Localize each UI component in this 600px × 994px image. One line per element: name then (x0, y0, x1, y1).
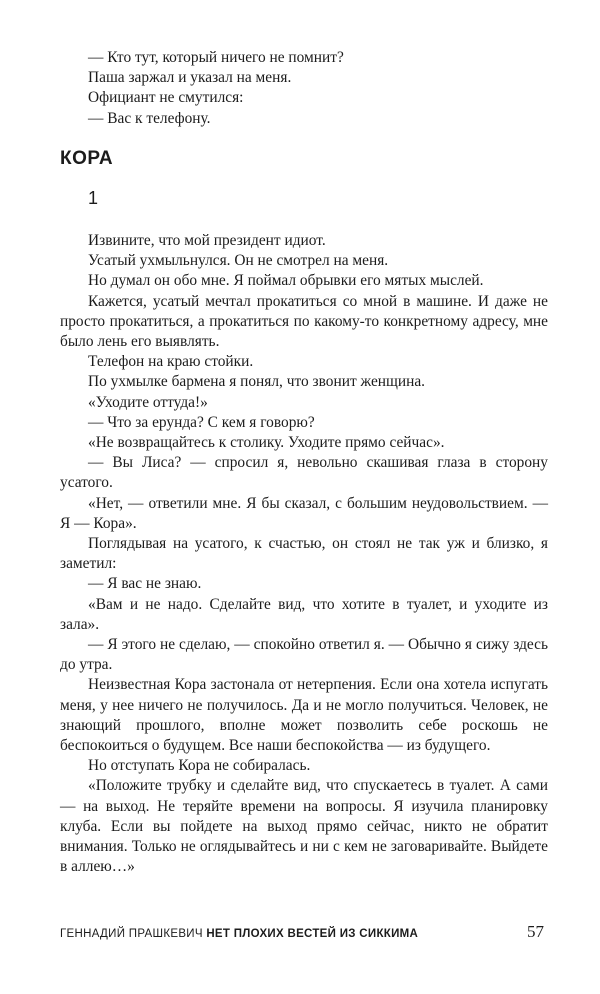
chapter-title: КОРА (60, 148, 114, 169)
paragraph: «Положите трубку и сделайте вид, что спускаетесь в туалет. А сами — на выход. Не теряйте времени на вопросы. Я изучила планировку клуба. Если вы пойдете на выход прямо сейчас, никто не обратит внимания. Только не оглядывайтесь и ни с кем не заговаривайте. Выйдете в аллею…» (60, 777, 548, 876)
footer-book-title: НЕТ ПЛОХИХ ВЕСТЕЙ ИЗ СИККИМА (206, 928, 419, 940)
paragraph: Кажется, усатый мечтал прокатиться со мной в машине. И даже не просто прокатиться, а прокатиться по какому-то конкретному адресу, мне было лень его выявлять. (60, 292, 548, 351)
paragraph: — Вы Лиса? — спросил я, невольно скашивая глаза в сторону усатого. (60, 454, 548, 492)
paragraph: «Не возвращайтесь к столику. Уходите прямо сейчас». (88, 434, 445, 452)
running-footer (60, 928, 418, 940)
paragraph: Извините, что мой президент идиот. (88, 232, 326, 249)
paragraph: «Уходите оттуда!» (88, 393, 208, 411)
page-number: 57 (527, 922, 544, 941)
paragraph: По ухмылке бармена я понял, что звонит женщина. (88, 373, 426, 391)
paragraph: Неизвестная Кора застонала от нетерпения. Если она хотела испугать меня, у нее ничего не получилось. Да и не могло получиться. Человек, не знающий прошлого, вполне может позволить себе роскошь не беспокоиться о будущем. Все наши беспокойства — из будущего. (60, 676, 548, 755)
paragraph: — Вас к телефону. (88, 109, 211, 127)
main-text-block (60, 231, 548, 878)
paragraph: Но отступать Кора не собиралась. (88, 757, 311, 775)
paragraph: — Я этого не сделаю, — спокойно ответил я. — Обычно я сижу здесь до утра. (60, 636, 548, 674)
page-footer (60, 922, 548, 946)
paragraph: Паша заржал и указал на меня. (88, 69, 292, 87)
paragraph: — Кто тут, который ничего не помнит? (88, 49, 344, 66)
paragraph: Поглядывая на усатого, к счастью, он стоял не так уж и близко, я заметил: (60, 535, 548, 573)
paragraph: «Нет, — ответили мне. Я бы сказал, с большим неудовольствием. — Я — Кора». (60, 494, 548, 532)
paragraph: «Вам и не надо. Сделайте вид, что хотите в туалет, и уходите из зала». (60, 595, 548, 633)
paragraph: — Я вас не знаю. (88, 575, 202, 593)
paragraph: — Что за ерунда? С кем я говорю? (88, 413, 315, 431)
footer-author: ГЕННАДИЙ ПРАШКЕВИЧ (60, 928, 203, 940)
section-number: 1 (88, 188, 99, 208)
top-text-block (60, 48, 548, 129)
paragraph: Официант не смутился: (88, 89, 244, 107)
paragraph: Но думал он обо мне. Я поймал обрывки его мятых мыслей. (88, 272, 484, 290)
paragraph: Телефон на краю стойки. (88, 353, 254, 371)
paragraph: Усатый ухмыльнулся. Он не смотрел на меня. (88, 252, 389, 270)
